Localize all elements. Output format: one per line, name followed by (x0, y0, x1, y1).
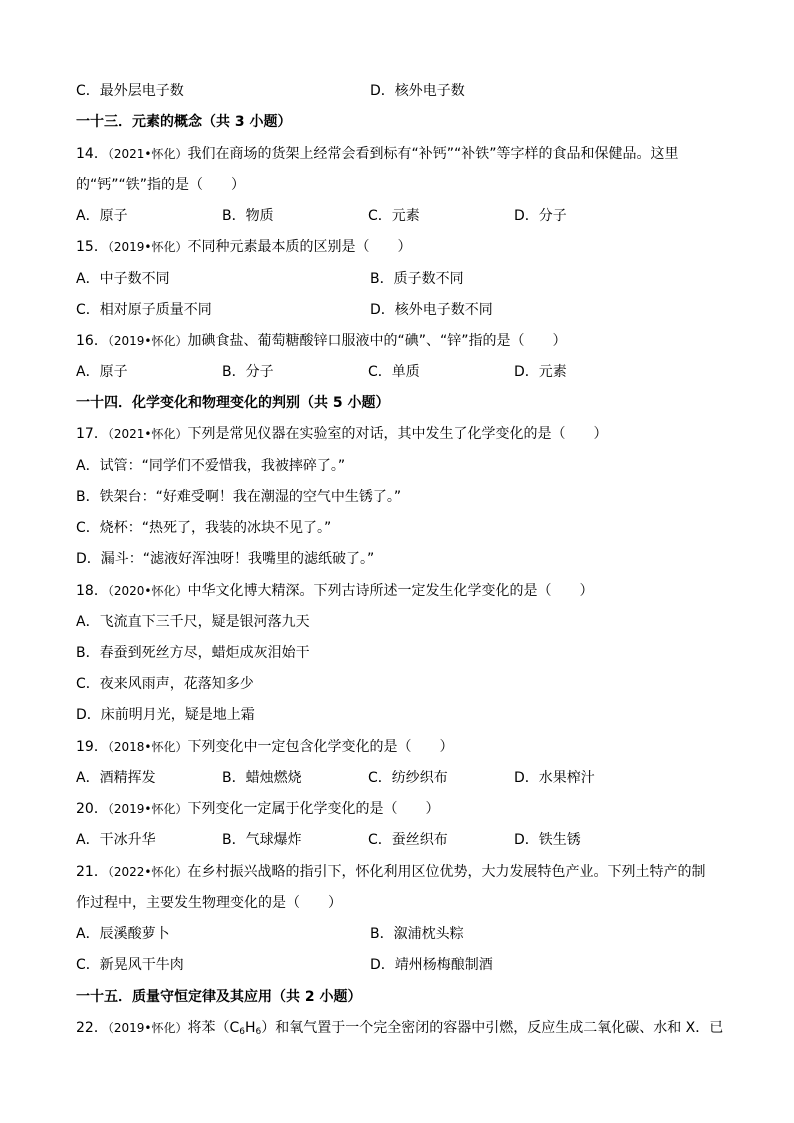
question-14-continued: 的“钙”“铁”指的是（ ） (76, 177, 246, 193)
question-source: （2022•怀化） (107, 865, 188, 879)
question-source: （2019•怀化） (107, 240, 188, 254)
question-number: 18． (76, 583, 108, 599)
question-source: （2019•怀化） (107, 1021, 188, 1035)
question-text: 下列变化一定属于化学变化的是（ ） (187, 801, 440, 817)
section-13-title: 一十三．元素的概念（共 3 小题） (76, 114, 292, 130)
question-text: 在乡村振兴战略的指引下，怀化利用区位优势，大力发展特色产业。下列土特产的制 (187, 864, 706, 880)
option-b: B．质子数不同 (370, 271, 464, 287)
question-14 (76, 143, 718, 165)
option-c: C．单质 (368, 364, 420, 380)
option-d: D．分子 (514, 208, 567, 224)
option-d: D．铁生锈 (514, 832, 581, 848)
option-c: C．纺纱织布 (368, 770, 448, 786)
option-b: B．溆浦枕头粽 (370, 926, 464, 942)
question-13-options-cd (76, 80, 718, 102)
question-17-option-a: A．试管：“同学们不爱惜我，我被摔碎了。” (76, 458, 346, 474)
question-source: （2021•怀化） (107, 147, 188, 161)
question-number: 15． (76, 239, 108, 255)
question-15-options-ab (76, 268, 718, 290)
section-14-title: 一十四．化学变化和物理变化的判别（共 5 小题） (76, 395, 390, 411)
question-21-options-ab (76, 923, 718, 945)
question-text-pre: 将苯（C (187, 1020, 240, 1036)
question-text-mid: H (244, 1020, 256, 1036)
option-c: C．相对原子质量不同 (76, 302, 212, 318)
question-source: （2018•怀化） (107, 740, 188, 754)
option-b: B．分子 (222, 364, 274, 380)
question-source: （2021•怀化） (107, 427, 188, 441)
question-19-options (76, 767, 718, 789)
question-14-options (76, 205, 718, 227)
question-17 (76, 423, 718, 445)
question-number: 14． (76, 146, 108, 162)
question-17-option-d: D．漏斗：“滤液好浑浊呀！我嘴里的滤纸破了。” (76, 551, 375, 567)
option-b: B．气球爆炸 (222, 832, 302, 848)
question-18-option-b: B．春蚕到死丝方尽，蜡炬成灰泪始干 (76, 645, 310, 661)
subscript: 6 (239, 1027, 245, 1037)
option-d: D．元素 (514, 364, 567, 380)
option-a: A．辰溪酸萝卜 (76, 926, 170, 942)
option-a: A．干冰升华 (76, 832, 156, 848)
question-number: 22． (76, 1020, 108, 1036)
option-a: A．原子 (76, 364, 128, 380)
question-20 (76, 798, 718, 820)
subscript: 6 (255, 1027, 262, 1037)
question-17-option-c: C．烧杯：“热死了，我装的冰块不见了。” (76, 520, 332, 536)
question-text: 加碘食盐、葡萄糖酸锌口服液中的“碘”、“锌”指的是（ ） (187, 333, 567, 349)
question-source: （2019•怀化） (107, 802, 188, 816)
question-source: （2019•怀化） (107, 334, 188, 348)
question-text: 中华文化博大精深。下列古诗所述一定发生化学变化的是（ ） (187, 583, 594, 599)
question-text: 我们在商场的货架上经常会看到标有“补钙”“补铁”等字样的食品和保健品。这里 (187, 146, 679, 162)
option-d: D．核外电子数不同 (370, 302, 493, 318)
option-d: D．核外电子数 (370, 83, 465, 99)
question-number: 20． (76, 801, 108, 817)
question-text: 下列变化中一定包含化学变化的是（ ） (187, 739, 454, 755)
option-b: B．蜡烛燃烧 (222, 770, 302, 786)
question-15 (76, 236, 718, 258)
question-16-options (76, 361, 718, 383)
question-number: 19． (76, 739, 108, 755)
question-text-post: ）和氧气置于一个完全密闭的容器中引燃，反应生成二氧化碳、水和 X．已 (261, 1020, 724, 1036)
option-d: D．靖州杨梅酿制酒 (370, 957, 493, 973)
question-15-options-cd (76, 299, 718, 321)
question-16 (76, 330, 718, 352)
question-text: 下列是常见仪器在实验室的对话，其中发生了化学变化的是（ ） (187, 426, 608, 442)
question-number: 21． (76, 864, 108, 880)
question-20-options (76, 829, 718, 851)
question-18 (76, 580, 718, 602)
option-b: B．物质 (222, 208, 274, 224)
option-c: C．元素 (368, 208, 420, 224)
question-17-option-b: B．铁架台：“好难受啊！我在潮湿的空气中生锈了。” (76, 489, 402, 505)
section-15-title: 一十五．质量守恒定律及其应用（共 2 小题） (76, 989, 362, 1005)
option-c: C．蚕丝织布 (368, 832, 448, 848)
question-18-option-a: A．飞流直下三千尺，疑是银河落九天 (76, 614, 310, 630)
question-text: 不同种元素最本质的区别是（ ） (187, 239, 412, 255)
option-a: A．酒精挥发 (76, 770, 156, 786)
option-a: A．中子数不同 (76, 271, 170, 287)
question-number: 17． (76, 426, 108, 442)
question-21-continued: 作过程中，主要发生物理变化的是（ ） (76, 895, 342, 911)
question-21-options-cd (76, 954, 718, 976)
question-22 (76, 1017, 724, 1039)
question-source: （2020•怀化） (107, 584, 188, 598)
option-d: D．水果榨汁 (514, 770, 595, 786)
option-c: C．新晃风干牛肉 (76, 957, 184, 973)
question-21 (76, 861, 718, 883)
question-18-option-c: C．夜来风雨声，花落知多少 (76, 676, 254, 692)
option-c: C．最外层电子数 (76, 83, 184, 99)
option-a: A．原子 (76, 208, 128, 224)
question-number: 16． (76, 333, 108, 349)
question-18-option-d: D．床前明月光，疑是地上霜 (76, 707, 255, 723)
question-19 (76, 736, 718, 758)
